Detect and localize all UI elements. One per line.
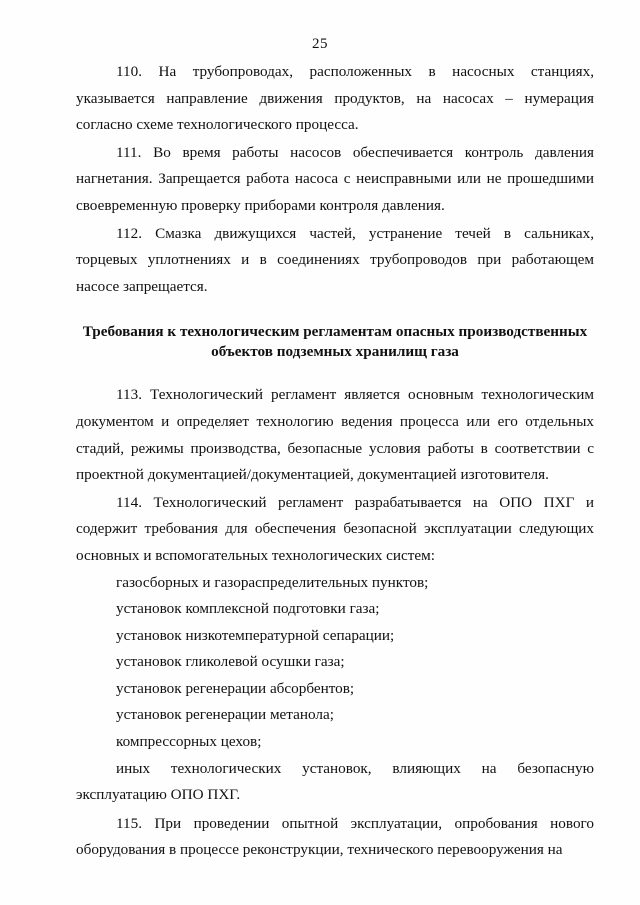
- list-item: установок комплексной подготовки газа;: [116, 600, 380, 618]
- list-item-last: иных технологических установок, влияющих на безопасную эксплуатацию ОПО ПХГ.: [76, 759, 594, 804]
- paragraph-111: 111. Во время работы насосов обеспечивается контроль давления нагнетания. Запрещается работа насоса с неисправными или не прошедшими своевременную проверку приборами контроля давления.: [76, 143, 594, 214]
- document-body: [76, 59, 594, 864]
- systems-list: [76, 570, 594, 809]
- list-item: компрессорных цехов;: [116, 733, 262, 751]
- page-number: 25: [312, 36, 328, 52]
- paragraph-115: 115. При проведении опытной эксплуатации, опробования нового оборудования в процессе реконструкции, технического перевооружения на: [76, 814, 594, 859]
- list-item: установок регенерации метанола;: [116, 706, 334, 724]
- section-heading: Требования к технологическим регламентам опасных производственных объектов подземных хранилищ газа: [82, 323, 588, 361]
- list-item: установок низкотемпературной сепарации;: [116, 626, 395, 644]
- paragraph-112: 112. Смазка движущихся частей, устранение течей в сальниках, торцевых уплотнениях и в соединениях трубопроводов при работающем насосе запрещается.: [76, 224, 594, 295]
- list-item: установок регенерации абсорбентов;: [116, 679, 355, 697]
- paragraph-113: 113. Технологический регламент является основным технологическим документом и определяет технологию ведения процесса или его отдельных стадий, режимы производства, безопасные условия работы в соответствии с проектной документацией/документацией, документацией изготовителя.: [76, 386, 594, 484]
- paragraph-110: 110. На трубопроводах, расположенных в насосных станциях, указывается направление движения продуктов, на насосах – нумерация согласно схеме технологического процесса.: [76, 63, 594, 134]
- list-item: установок гликолевой осушки газа;: [116, 653, 345, 671]
- list-item: газосборных и газораспределительных пунктов;: [116, 573, 429, 591]
- paragraph-114: 114. Технологический регламент разрабатывается на ОПО ПХГ и содержит требования для обеспечения безопасной эксплуатации следующих основных и вспомогательных технологических систем:: [76, 493, 594, 564]
